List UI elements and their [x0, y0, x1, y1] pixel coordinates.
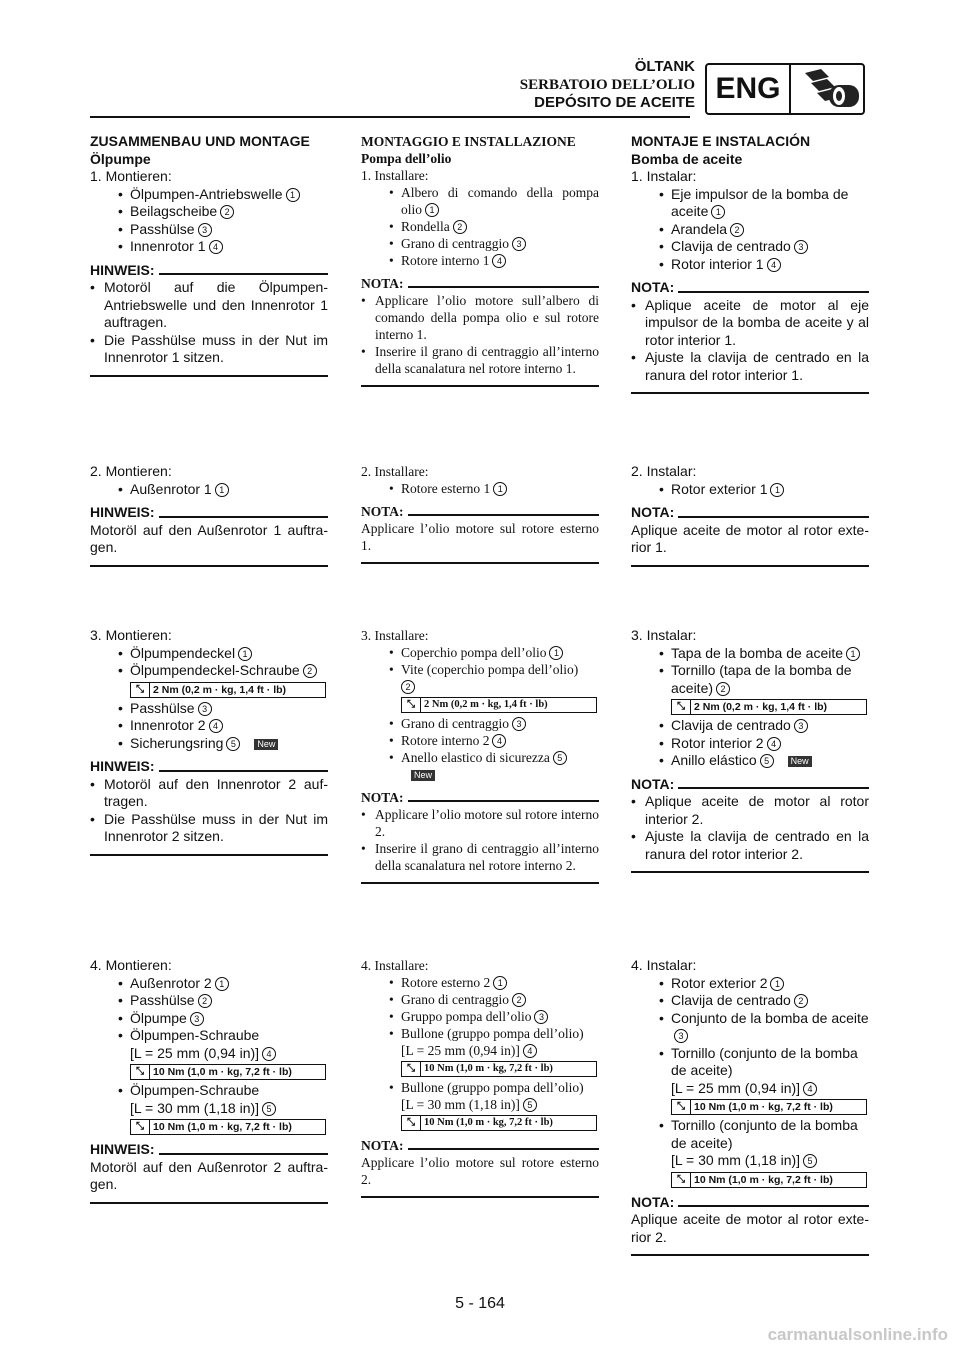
list-item: • Tapa de la bomba de aceite 1 — [631, 645, 869, 663]
list-item: • Bullone (gruppo pompa dell’olio) [L = 25 mm (0,94 in)] 4 — [361, 1025, 599, 1059]
note-item: • Motoröl auf den Innenrotor 2 auf-tragen. — [90, 776, 328, 811]
list-item: • Ölpumpen-Schraube [L = 25 mm (0,94 in)] 4 — [90, 1027, 328, 1062]
step-label: 3. Instalar: — [631, 627, 697, 643]
note-box: HINWEIS: • Motoröl auf die Ölpumpen-Antriebswelle und den Innenrotor 1 auftragen. • Die Passhülse muss in der Nut im Innenrotor 1 sitzen. — [90, 262, 328, 377]
page-number: 5 - 164 — [455, 1295, 505, 1312]
step-label: 1. Installare: — [361, 168, 429, 183]
step-label: 4. Montieren: — [90, 957, 172, 973]
list-item: • Passhülse 3 — [90, 700, 328, 718]
list-item: • Ölpumpe 3 — [90, 1010, 328, 1028]
note-item: • Aplique aceite de motor al rotor interior 2. — [631, 793, 869, 828]
note-box: HINWEIS: Motoröl auf den Außenrotor 1 auftra-gen. — [90, 504, 328, 567]
header-titles — [520, 58, 695, 112]
list-item: • Tornillo (conjunto de la bomba de aceite) [L = 30 mm (1,18 in)] 5 — [631, 1117, 869, 1170]
list-item: • Clavija de centrado 2 — [631, 992, 869, 1010]
watermark: carmanualsonline.info — [767, 1325, 948, 1344]
step-label: 3. Montieren: — [90, 627, 172, 643]
list-item: • Albero di comando della pompa olio 1 — [361, 184, 599, 218]
note-box: HINWEIS: Motoröl auf den Außenrotor 2 auftra-gen. — [90, 1141, 328, 1204]
new-badge: New — [788, 756, 812, 767]
list-item: • Rotor interior 2 4 — [631, 735, 869, 753]
list-item: • Ölpumpen-Schraube [L = 30 mm (1,18 in)] 5 — [90, 1082, 328, 1117]
torque-icon: ⤡ — [672, 1173, 691, 1187]
section-subtitle: Bomba de aceite — [631, 150, 743, 167]
step-label: 1. Instalar: — [631, 168, 697, 184]
section-title: MONTAGGIO E INSTALLAZIONE — [361, 134, 576, 149]
torque-icon: ⤡ — [131, 1065, 150, 1079]
list-item: • Grano di centraggio 3 — [361, 715, 599, 732]
torque-spec: ⤡ 2 Nm (0,2 m · kg, 1,4 ft · lb) — [130, 682, 326, 698]
list-item: • Tornillo (conjunto de la bomba de aceite) [L = 25 mm (0,94 in)] 4 — [631, 1045, 869, 1098]
note-item: • Motoröl auf die Ölpumpen-Antriebswelle und den Innenrotor 1 auftragen. — [90, 279, 328, 332]
torque-icon: ⤡ — [402, 698, 421, 712]
step-label: 4. Installare: — [361, 958, 429, 973]
new-badge: New — [411, 770, 435, 781]
note-box: NOTA: • Aplique aceite de motor al eje impulsor de la bomba de aceite y al rotor interior 1. • Ajuste la clavija de centrado en la ranura del rotor interior 1. — [631, 279, 869, 394]
note-text: Applicare l’olio motore sul rotore esterno 1. — [361, 521, 599, 553]
note-box: NOTA: • Applicare l’olio motore sul rotore interno 2. • Inserire il grano di centraggio all’interno della scanalatura nel rotore interno 2. — [361, 789, 599, 884]
note-item: • Applicare l’olio motore sull’albero di comando della pompa olio e sul rotore interno 1. — [361, 292, 599, 343]
note-text: Motoröl auf den Außenrotor 1 auftra-gen. — [90, 521, 328, 555]
list-item: • Rotore esterno 2 1 — [361, 974, 599, 991]
list-item: • Ölpumpen-Antriebswelle 1 — [90, 186, 328, 204]
note-item: • Ajuste la clavija de centrado en la ranura del rotor interior 2. — [631, 828, 869, 863]
section-title: MONTAJE E INSTALACIÓN — [631, 133, 811, 149]
list-item: • Innenrotor 1 4 — [90, 238, 328, 256]
title-it: SERBATOIO DELL’OLIO — [519, 77, 695, 93]
note-box: NOTA: Aplique aceite de motor al rotor exte-rior 2. — [631, 1194, 869, 1257]
torque-spec: ⤡ 10 Nm (1,0 m · kg, 7,2 ft · lb) — [401, 1115, 597, 1131]
list-item: • Tornillo (tapa de la bomba de aceite) 2 — [631, 662, 869, 697]
torque-icon: ⤡ — [672, 1100, 691, 1114]
title-es: DEPÓSITO DE ACEITE — [534, 94, 695, 111]
title-de: ÖLTANK — [634, 58, 695, 75]
note-text: Aplique aceite de motor al rotor exte-rior 1. — [631, 521, 869, 555]
list-item: • Clavija de centrado 3 — [631, 238, 869, 256]
step-label: 2. Installare: — [361, 464, 429, 479]
list-item: • Rotore interno 1 4 — [361, 252, 599, 269]
note-item: • Inserire il grano di centraggio all’interno della scanalatura nel rotore interno 2. — [361, 840, 599, 874]
section-subtitle: Ölpumpe — [90, 150, 151, 167]
list-item: • Rotor interior 1 4 — [631, 256, 869, 274]
list-item: • Bullone (gruppo pompa dell’olio) [L = 30 mm (1,18 in)] 5 — [361, 1079, 599, 1113]
note-box: NOTA: Aplique aceite de motor al rotor exte-rior 1. — [631, 504, 869, 567]
list-item: • Arandela 2 — [631, 221, 869, 239]
torque-spec: ⤡ 2 Nm (0,2 m · kg, 1,4 ft · lb) — [401, 697, 597, 713]
torque-spec: ⤡ 10 Nm (1,0 m · kg, 7,2 ft · lb) — [671, 1172, 867, 1188]
step-label: 2. Montieren: — [90, 463, 172, 479]
torque-icon: ⤡ — [402, 1116, 421, 1130]
note-text: Aplique aceite de motor al rotor exte-rior 2. — [631, 1211, 869, 1245]
list-item: • Gruppo pompa dell’olio 3 — [361, 1008, 599, 1025]
step-label: 2. Instalar: — [631, 463, 697, 479]
section-subtitle: Pompa dell’olio — [361, 151, 452, 166]
note-text: Applicare l’olio motore sul rotore esterno 2. — [361, 1155, 599, 1187]
header-rule — [90, 116, 690, 118]
list-item: • Ölpumpendeckel 1 — [90, 645, 328, 663]
note-item: • Die Passhülse muss in der Nut im Innenrotor 1 sitzen. — [90, 332, 328, 367]
list-item: • Grano di centraggio 2 — [361, 991, 599, 1008]
list-item: • Beilagscheibe 2 — [90, 203, 328, 221]
torque-spec: ⤡ 2 Nm (0,2 m · kg, 1,4 ft · lb) — [671, 699, 867, 715]
list-item: • Anillo elástico 5 New — [631, 752, 869, 770]
list-item: • Rotor exterior 2 1 — [631, 975, 869, 993]
step-label: 1. Montieren: — [90, 168, 172, 184]
torque-icon: ⤡ — [131, 683, 150, 697]
torque-icon: ⤡ — [402, 1062, 421, 1076]
new-badge: New — [254, 739, 278, 750]
list-item: • Vite (coperchio pompa dell’olio) 2 — [361, 661, 599, 695]
language-label: ENG — [715, 72, 781, 105]
note-text: Motoröl auf den Außenrotor 2 auftra-gen. — [90, 1158, 328, 1192]
list-item: • Passhülse 2 — [90, 992, 328, 1010]
tab-divider — [789, 65, 791, 113]
engine-icon — [799, 67, 863, 111]
list-item: • Rondella 2 — [361, 218, 599, 235]
note-box: NOTA: Applicare l’olio motore sul rotore esterno 1. — [361, 503, 599, 564]
list-item: • Conjunto de la bomba de aceite3 — [631, 1010, 869, 1045]
torque-spec: ⤡ 10 Nm (1,0 m · kg, 7,2 ft · lb) — [130, 1064, 326, 1080]
note-box: HINWEIS: • Motoröl auf den Innenrotor 2 auf-tragen. • Die Passhülse muss in der Nut im Innenrotor 2 sitzen. — [90, 758, 328, 856]
note-box: NOTA: • Applicare l’olio motore sull’albero di comando della pompa olio e sul rotore interno 1. • Inserire il grano di centraggio all’interno della scanalatura nel rotore interno 1. — [361, 275, 599, 387]
list-item: • Rotore esterno 1 1 — [361, 480, 599, 497]
note-box: NOTA: Applicare l’olio motore sul rotore esterno 2. — [361, 1137, 599, 1198]
list-item: • Rotore interno 2 4 — [361, 732, 599, 749]
list-item: • Grano di centraggio 3 — [361, 235, 599, 252]
note-item: • Die Passhülse muss in der Nut im Innenrotor 2 sitzen. — [90, 811, 328, 846]
list-item: • Eje impulsor de la bomba de aceite 1 — [631, 186, 869, 221]
language-tab — [705, 63, 865, 115]
list-item: • Außenrotor 1 1 — [90, 481, 328, 499]
step-label: 4. Instalar: — [631, 957, 697, 973]
list-item: • Sicherungsring 5 New — [90, 735, 328, 753]
list-item: • Ölpumpendeckel-Schraube 2 — [90, 662, 328, 680]
note-item: • Aplique aceite de motor al eje impulsor de la bomba de aceite y al rotor interior 1. — [631, 297, 869, 350]
list-item: • Coperchio pompa dell’olio 1 — [361, 644, 599, 661]
list-item: • Außenrotor 2 1 — [90, 975, 328, 993]
list-item: • Clavija de centrado 3 — [631, 717, 869, 735]
note-box: NOTA: • Aplique aceite de motor al rotor interior 2. • Ajuste la clavija de centrado en la ranura del rotor interior 2. — [631, 776, 869, 874]
torque-spec: ⤡ 10 Nm (1,0 m · kg, 7,2 ft · lb) — [130, 1119, 326, 1135]
torque-spec: ⤡ 10 Nm (1,0 m · kg, 7,2 ft · lb) — [401, 1061, 597, 1077]
list-item: • Passhülse 3 — [90, 221, 328, 239]
torque-spec: ⤡ 10 Nm (1,0 m · kg, 7,2 ft · lb) — [671, 1099, 867, 1115]
list-item: • Anello elastico di sicurezza 5 New — [361, 749, 599, 783]
list-item: • Innenrotor 2 4 — [90, 717, 328, 735]
torque-icon: ⤡ — [131, 1120, 150, 1134]
note-item: • Ajuste la clavija de centrado en la ranura del rotor interior 1. — [631, 349, 869, 384]
section-title: ZUSAMMENBAU UND MONTAGE — [90, 133, 310, 149]
note-item: • Inserire il grano di centraggio all’interno della scanalatura nel rotore interno 1. — [361, 343, 599, 377]
note-item: • Applicare l’olio motore sul rotore interno 2. — [361, 806, 599, 840]
list-item: • Rotor exterior 1 1 — [631, 481, 869, 499]
torque-icon: ⤡ — [672, 700, 691, 714]
step-label: 3. Installare: — [361, 628, 429, 643]
